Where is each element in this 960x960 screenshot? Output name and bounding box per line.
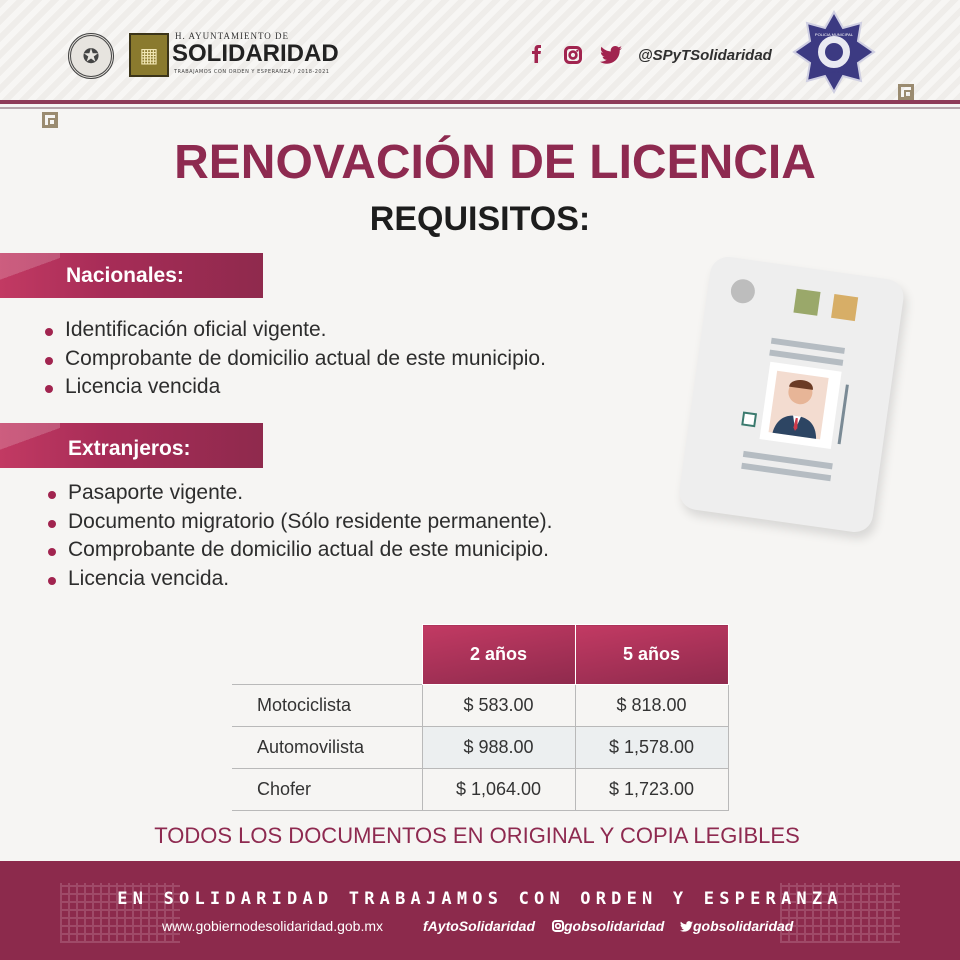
header-divider	[0, 100, 960, 104]
license-card-illustration	[677, 255, 906, 535]
list-item: Comprobante de domicilio actual de este municipio.	[45, 345, 546, 374]
column-header-5-anos: 5 años	[575, 625, 728, 685]
badge-bottom-text: SOLIDARIDAD	[820, 69, 848, 74]
price-cell: $ 583.00	[422, 685, 575, 727]
list-item: Comprobante de domicilio actual de este municipio.	[48, 536, 552, 565]
greek-key-ornament-left	[42, 112, 58, 128]
facebook-handle: AytoSolidaridad	[427, 918, 536, 934]
facebook-icon: f	[423, 918, 428, 934]
documents-note: TODOS LOS DOCUMENTOS EN ORIGINAL Y COPIA LEGIBLES	[154, 823, 800, 848]
website-link[interactable]: www.gobiernodesolidaridad.gob.mx	[162, 918, 384, 934]
municipal-seal-logo: ✪	[68, 33, 114, 79]
price-cell: $ 988.00	[422, 727, 575, 769]
solidaridad-emblem-logo: ▦	[129, 33, 169, 77]
social-handle[interactable]: @SPyTSolidaridad	[638, 47, 772, 64]
page-title: RENOVACIÓN DE LICENCIA	[174, 136, 816, 189]
instagram-icon	[552, 920, 564, 932]
instagram-icon[interactable]	[564, 46, 582, 64]
footer-band	[0, 861, 960, 960]
twitter-icon	[680, 921, 693, 932]
page-subtitle: REQUISITOS:	[369, 200, 591, 238]
greek-key-ornament-right	[898, 84, 914, 100]
table-corner-cell	[232, 625, 422, 685]
column-header-2-anos: 2 años	[422, 625, 575, 685]
footer-instagram-link[interactable]	[552, 918, 664, 934]
requirements-list-extranjeros	[48, 479, 552, 593]
badge-top-text: POLICIA MUNICIPAL	[814, 32, 854, 37]
list-item: Licencia vencida.	[48, 565, 552, 594]
row-label: Automovilista	[232, 727, 422, 769]
price-cell: $ 1,578.00	[575, 727, 728, 769]
price-table	[232, 624, 729, 811]
footer-slogan: EN SOLIDARIDAD TRABAJAMOS CON ORDEN Y ESPERANZA	[117, 889, 843, 909]
price-cell: $ 818.00	[575, 685, 728, 727]
logo-small-text: H. AYUNTAMIENTO DE	[175, 31, 290, 41]
price-cell: $ 1,723.00	[575, 769, 728, 811]
section-label-extranjeros: Extranjeros:	[68, 437, 191, 460]
police-badge-logo	[792, 10, 876, 94]
instagram-handle: gobsolidaridad	[564, 918, 665, 934]
footer-twitter-link[interactable]	[680, 918, 793, 934]
requirements-list-nacionales	[45, 316, 546, 402]
logo-tagline: TRABAJAMOS CON ORDEN Y ESPERANZA / 2018-2021	[174, 69, 330, 75]
price-cell: $ 1,064.00	[422, 769, 575, 811]
logo-title: SOLIDARIDAD	[172, 40, 339, 67]
list-item: Identificación oficial vigente.	[45, 316, 546, 345]
table-row	[232, 727, 728, 769]
row-label: Chofer	[232, 769, 422, 811]
license-card-art	[677, 255, 906, 535]
list-item: Licencia vencida	[45, 373, 546, 402]
list-item: Pasaporte vigente.	[48, 479, 552, 508]
section-label-nacionales: Nacionales:	[66, 264, 184, 287]
twitter-handle: gobsolidaridad	[693, 918, 794, 934]
list-item: Documento migratorio (Sólo residente permanente).	[48, 508, 552, 537]
row-label: Motociclista	[232, 685, 422, 727]
table-row	[232, 685, 728, 727]
table-row	[232, 769, 728, 811]
footer-facebook-link[interactable]	[423, 918, 535, 934]
table-header-row	[232, 625, 728, 685]
header-divider-thin	[0, 107, 960, 109]
facebook-icon[interactable]	[530, 45, 542, 63]
twitter-icon[interactable]	[600, 46, 622, 64]
